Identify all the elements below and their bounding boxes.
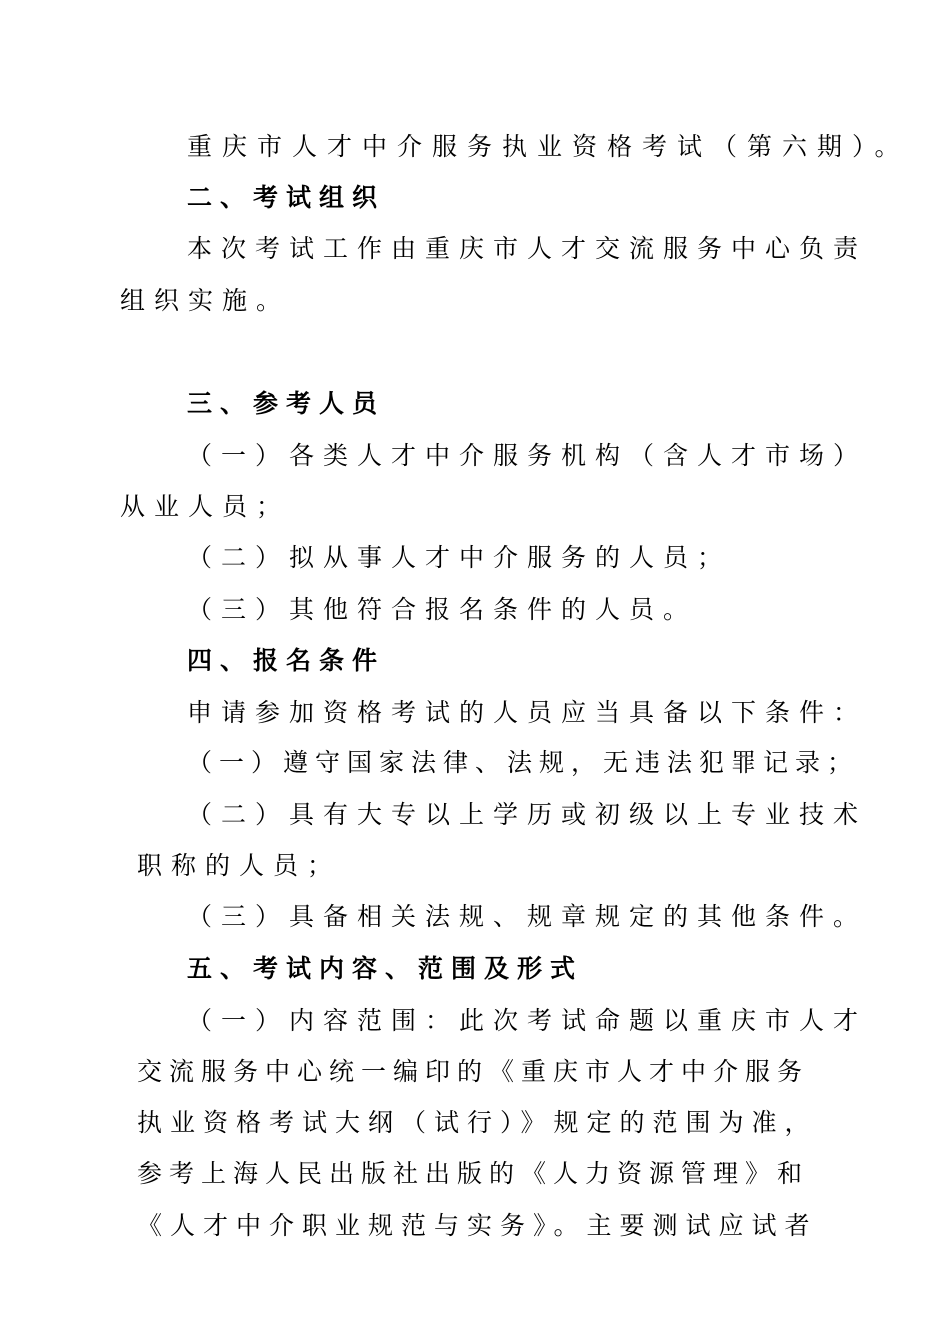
paragraph-line: （三）其他符合报名条件的人员。 [187,595,698,624]
section-heading: 四、报名条件 [187,646,386,675]
paragraph-line: 交流服务中心统一编印的《重庆市人才中介服务 [137,1057,810,1086]
paragraph-line: 组织实施。 [120,286,291,315]
paragraph-line: 参考上海人民出版社出版的《人力资源管理》和 [137,1159,810,1188]
section-heading: 五、考试内容、范围及形式 [187,954,584,983]
paragraph-line: （二）拟从事人才中介服务的人员； [187,543,732,572]
paragraph-line: 从业人员； [120,492,291,521]
paragraph-line: （一）遵守国家法律、法规，无违法犯罪记录； [187,748,860,777]
paragraph-line: （三）具备相关法规、规章规定的其他条件。 [187,902,868,931]
paragraph-line: （一）内容范围：此次考试命题以重庆市人才 [187,1006,868,1035]
paragraph-line: （二）具有大专以上学历或初级以上专业技术 [187,800,868,829]
paragraph-line: 重庆市人才中介服务执业资格考试（第六期）。 [187,132,910,161]
paragraph-line: 执业资格考试大纲（试行）》规定的范围为准， [137,1108,818,1137]
paragraph-line: 本次考试工作由重庆市人才交流服务中心负责 [187,234,868,263]
paragraph-line: 职称的人员； [137,851,342,880]
paragraph-line: 申请参加资格考试的人员应当具备以下条件： [187,698,868,727]
paragraph-line: 《人才中介职业规范与实务》。主要测试应试者 [137,1211,818,1240]
paragraph-line: （一）各类人才中介服务机构（含人才市场） [187,441,868,470]
section-heading: 三、参考人员 [187,389,386,418]
section-heading: 二、考试组织 [187,183,386,212]
